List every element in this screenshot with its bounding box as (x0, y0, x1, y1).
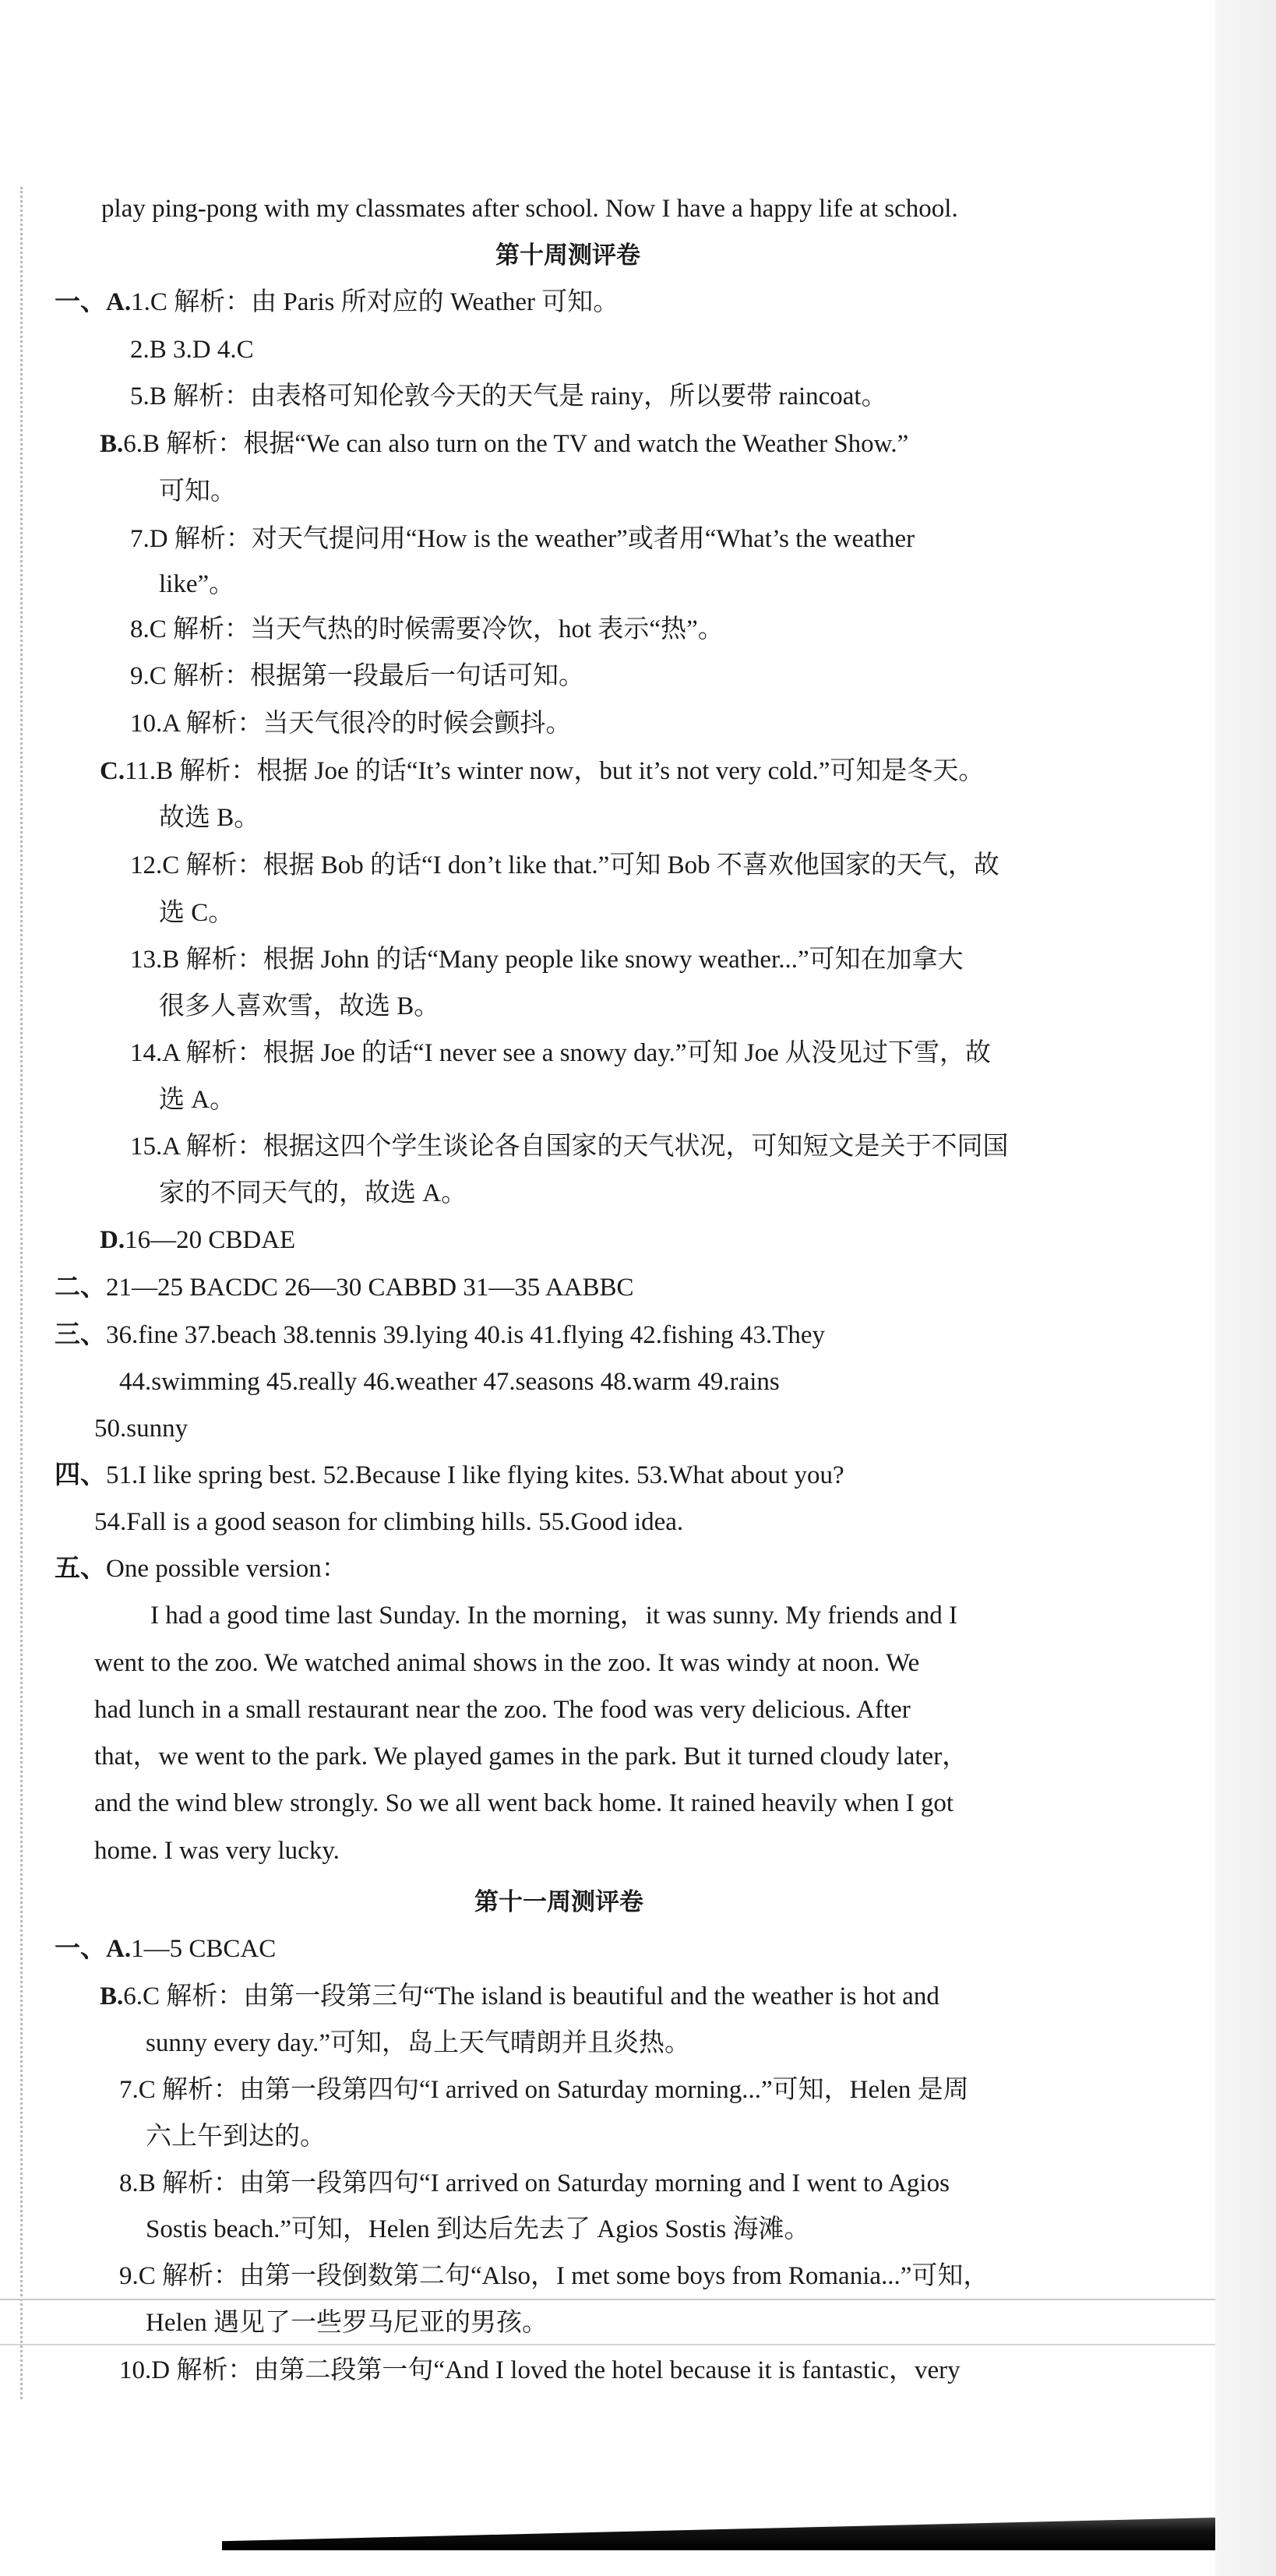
answer-line: sunny every day.”可知，岛上天气晴朗并且炎热。 (146, 2029, 691, 2057)
answer-line: 15.A 解析：根据这四个学生谈论各自国家的天气状况，可知短文是关于不同国 (130, 1133, 1009, 1161)
answer-line: 50.sunny (94, 1415, 189, 1443)
page-edge-shadow (1215, 0, 1276, 2576)
essay-line: and the wind blew strongly. So we all went back home. It rained heavily when I got (94, 1789, 954, 1817)
answer-line: B.6.B 解析：根据“We can also turn on the TV and watch the Weather Show.” (100, 430, 909, 458)
scan-fold-line (0, 2344, 1215, 2345)
answer-line: 一、A.1.C 解析：由 Paris 所对应的 Weather 可知。 (55, 288, 619, 316)
answer-line: D.16—20 CBDAE (100, 1226, 296, 1254)
answer-line: 二、21—25 BACDC 26—30 CABBD 31—35 AABBC (55, 1274, 634, 1302)
answer-line: 7.D 解析：对天气提问用“How is the weather”或者用“What’s the weather (130, 525, 915, 553)
answer-line: 54.Fall is a good season for climbing hills. 55.Good idea. (94, 1508, 684, 1536)
answer-line: 13.B 解析：根据 John 的话“Many people like snowy weather...”可知在加拿大 (130, 946, 964, 974)
answer-line: 故选 B。 (159, 804, 260, 832)
scan-fold-line (0, 2299, 1215, 2300)
answer-line: 三、36.fine 37.beach 38.tennis 39.lying 40.is 41.flying 42.fishing 43.They (55, 1321, 825, 1349)
answer-line: 2.B 3.D 4.C (130, 336, 254, 364)
answer-line: 7.C 解析：由第一段第四句“I arrived on Saturday morning...”可知，Helen 是周 (119, 2076, 969, 2104)
answer-line: 四、51.I like spring best. 52.Because I like flying kites. 53.What about you? (55, 1461, 844, 1489)
answer-line: 可知。 (159, 477, 236, 506)
answer-line: 9.C 解析：根据第一段最后一句话可知。 (130, 662, 585, 690)
answer-line: 5.B 解析：由表格可知伦敦今天的天气是 rainy，所以要带 raincoat。 (130, 382, 887, 411)
answer-line: 六上午到达的。 (146, 2123, 326, 2151)
answer-line: 选 C。 (159, 899, 234, 927)
answer-line: Sostis beach.”可知，Helen 到达后先去了 Agios Sostis 海滩。 (146, 2215, 810, 2243)
answer-line: 很多人喜欢雪，故选 B。 (159, 992, 440, 1020)
answer-line: 14.A 解析：根据 Joe 的话“I never see a snowy day.”可知 Joe 从没见过下雪，故 (130, 1039, 992, 1067)
essay-line: home. I was very lucky. (94, 1837, 340, 1865)
answer-line: 44.swimming 45.really 46.weather 47.seasons 48.warm 49.rains (119, 1368, 780, 1396)
section-title-week10: 第十周测评卷 (495, 241, 640, 270)
binding-dotted-line (20, 187, 23, 2399)
intro-line: play ping-pong with my classmates after school. Now I have a happy life at school. (101, 195, 958, 223)
answer-line: 家的不同天气的，故选 A。 (159, 1179, 467, 1207)
answer-line: 8.C 解析：当天气热的时候需要冷饮，hot 表示“热”。 (130, 615, 724, 643)
answer-line: 8.B 解析：由第一段第四句“I arrived on Saturday morning and I went to Agios (119, 2169, 950, 2197)
answer-line: 9.C 解析：由第一段倒数第二句“Also，I met some boys from Romania...”可知， (119, 2262, 989, 2290)
answer-line: 一、A.1—5 CBCAC (55, 1935, 277, 1963)
essay-line: that，we went to the park. We played games in the park. But it turned cloudy later， (94, 1743, 968, 1771)
answer-line: B.6.C 解析：由第一段第三句“The island is beautiful and the weather is hot and (100, 1982, 939, 2010)
scan-edge-shadow (222, 2518, 1215, 2550)
answer-line: 选 A。 (159, 1086, 236, 1114)
answer-line: C.11.B 解析：根据 Joe 的话“It’s winter now，but it’s not very cold.”可知是冬天。 (100, 757, 985, 785)
answer-line: like”。 (159, 570, 235, 598)
essay-line: had lunch in a small restaurant near the zoo. The food was very delicious. After (94, 1696, 911, 1724)
answer-line: 10.D 解析：由第二段第一句“And I loved the hotel because it is fantastic，very (119, 2356, 961, 2384)
section-title-week11: 第十一周测评卷 (474, 1888, 643, 1916)
answer-line: 10.A 解析：当天气很冷的时候会颤抖。 (130, 710, 572, 738)
answer-line: 12.C 解析：根据 Bob 的话“I don’t like that.”可知 Bob 不喜欢他国家的天气，故 (130, 851, 999, 879)
essay-line: I had a good time last Sunday. In the morning，it was sunny. My friends and I (150, 1602, 957, 1630)
answer-line: 五、One possible version： (55, 1555, 347, 1583)
essay-line: went to the zoo. We watched animal shows in the zoo. It was windy at noon. We (94, 1649, 920, 1677)
answer-line: Helen 遇见了一些罗马尼亚的男孩。 (146, 2309, 548, 2337)
